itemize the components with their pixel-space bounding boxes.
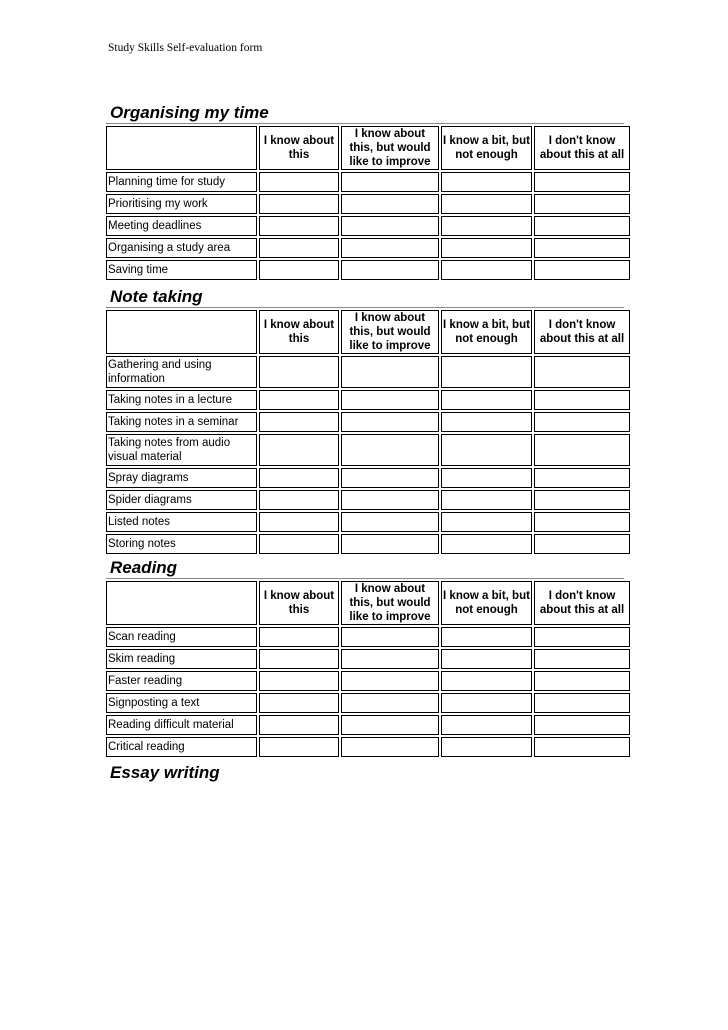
table-row xyxy=(106,468,630,488)
response-cell[interactable] xyxy=(534,490,630,510)
response-cell[interactable] xyxy=(534,627,630,647)
header-blank-cell xyxy=(106,126,257,170)
table-row xyxy=(106,194,630,214)
table-row xyxy=(106,260,630,280)
table-row xyxy=(106,490,630,510)
response-cell[interactable] xyxy=(441,627,532,647)
row-label: Prioritising my work xyxy=(106,194,257,214)
section-title: Organising my time xyxy=(106,102,624,124)
table-row xyxy=(106,671,630,691)
section-title: Essay writing xyxy=(110,763,220,782)
table-header-row xyxy=(106,126,630,170)
response-cell[interactable] xyxy=(341,512,439,532)
response-cell[interactable] xyxy=(534,412,630,432)
row-label: Taking notes in a lecture xyxy=(106,390,257,410)
response-cell[interactable] xyxy=(259,434,339,466)
response-cell[interactable] xyxy=(534,216,630,236)
table-row xyxy=(106,627,630,647)
response-cell[interactable] xyxy=(534,434,630,466)
response-cell[interactable] xyxy=(534,172,630,192)
row-label: Reading difficult material xyxy=(106,715,257,735)
column-header: I know about this, but would like to improve xyxy=(341,310,439,354)
row-label: Meeting deadlines xyxy=(106,216,257,236)
response-cell[interactable] xyxy=(341,172,439,192)
response-cell[interactable] xyxy=(341,434,439,466)
response-cell[interactable] xyxy=(441,468,532,488)
response-cell[interactable] xyxy=(259,238,339,258)
column-header: I know a bit, but not enough xyxy=(441,126,532,170)
response-cell[interactable] xyxy=(534,390,630,410)
table-row xyxy=(106,715,630,735)
header-blank-cell xyxy=(106,310,257,354)
column-header: I know about this, but would like to improve xyxy=(341,581,439,625)
response-cell[interactable] xyxy=(534,737,630,757)
response-cell[interactable] xyxy=(534,649,630,669)
column-header: I don't know about this at all xyxy=(534,126,630,170)
response-cell[interactable] xyxy=(441,737,532,757)
response-cell[interactable] xyxy=(534,260,630,280)
response-cell[interactable] xyxy=(441,238,532,258)
response-cell[interactable] xyxy=(534,356,630,388)
response-cell[interactable] xyxy=(341,356,439,388)
response-cell[interactable] xyxy=(341,216,439,236)
row-label: Signposting a text xyxy=(106,693,257,713)
table-row xyxy=(106,390,630,410)
response-cell[interactable] xyxy=(341,737,439,757)
row-label: Scan reading xyxy=(106,627,257,647)
evaluation-table xyxy=(104,308,632,556)
response-cell[interactable] xyxy=(341,390,439,410)
row-label: Critical reading xyxy=(106,737,257,757)
response-cell[interactable] xyxy=(441,490,532,510)
section-title: Note taking xyxy=(106,286,624,308)
table-row xyxy=(106,172,630,192)
table-row xyxy=(106,649,630,669)
response-cell[interactable] xyxy=(341,468,439,488)
response-cell[interactable] xyxy=(259,693,339,713)
response-cell[interactable] xyxy=(259,490,339,510)
response-cell[interactable] xyxy=(259,627,339,647)
column-header: I know about this xyxy=(259,126,339,170)
response-cell[interactable] xyxy=(534,693,630,713)
response-cell[interactable] xyxy=(341,194,439,214)
header-blank-cell xyxy=(106,581,257,625)
response-cell[interactable] xyxy=(259,649,339,669)
column-header: I don't know about this at all xyxy=(534,310,630,354)
row-label: Storing notes xyxy=(106,534,257,554)
response-cell[interactable] xyxy=(441,649,532,669)
column-header: I don't know about this at all xyxy=(534,581,630,625)
response-cell[interactable] xyxy=(441,194,532,214)
response-cell[interactable] xyxy=(341,671,439,691)
table-row xyxy=(106,693,630,713)
table-row xyxy=(106,216,630,236)
response-cell[interactable] xyxy=(341,649,439,669)
response-cell[interactable] xyxy=(259,194,339,214)
response-cell[interactable] xyxy=(441,534,532,554)
response-cell[interactable] xyxy=(534,671,630,691)
response-cell[interactable] xyxy=(441,434,532,466)
response-cell[interactable] xyxy=(259,172,339,192)
row-label: Planning time for study xyxy=(106,172,257,192)
response-cell[interactable] xyxy=(259,512,339,532)
row-label: Taking notes from audio visual material xyxy=(106,434,257,466)
response-cell[interactable] xyxy=(534,194,630,214)
column-header: I know a bit, but not enough xyxy=(441,310,532,354)
response-cell[interactable] xyxy=(441,390,532,410)
response-cell[interactable] xyxy=(259,737,339,757)
row-label: Taking notes in a seminar xyxy=(106,412,257,432)
response-cell[interactable] xyxy=(534,512,630,532)
response-cell[interactable] xyxy=(259,390,339,410)
page-header: Study Skills Self-evaluation form xyxy=(108,42,263,54)
response-cell[interactable] xyxy=(341,693,439,713)
response-cell[interactable] xyxy=(441,693,532,713)
section-organising-my-time xyxy=(106,102,624,282)
section-note-taking xyxy=(106,286,624,556)
row-label: Skim reading xyxy=(106,649,257,669)
column-header: I know about this xyxy=(259,310,339,354)
section-reading xyxy=(106,557,624,759)
response-cell[interactable] xyxy=(441,671,532,691)
table-header-row xyxy=(106,310,630,354)
row-label: Gathering and using information xyxy=(106,356,257,388)
table-header-row xyxy=(106,581,630,625)
response-cell[interactable] xyxy=(441,172,532,192)
response-cell[interactable] xyxy=(259,260,339,280)
table-row xyxy=(106,434,630,466)
response-cell[interactable] xyxy=(441,260,532,280)
row-label: Spray diagrams xyxy=(106,468,257,488)
response-cell[interactable] xyxy=(341,627,439,647)
table-row xyxy=(106,534,630,554)
response-cell[interactable] xyxy=(534,715,630,735)
response-cell[interactable] xyxy=(341,238,439,258)
response-cell[interactable] xyxy=(259,671,339,691)
row-label: Faster reading xyxy=(106,671,257,691)
response-cell[interactable] xyxy=(259,468,339,488)
response-cell[interactable] xyxy=(259,356,339,388)
evaluation-table xyxy=(104,124,632,282)
table-row xyxy=(106,356,630,388)
response-cell[interactable] xyxy=(259,412,339,432)
response-cell[interactable] xyxy=(259,715,339,735)
column-header: I know a bit, but not enough xyxy=(441,581,532,625)
evaluation-table xyxy=(104,579,632,759)
response-cell[interactable] xyxy=(259,216,339,236)
response-cell[interactable] xyxy=(534,238,630,258)
row-label: Listed notes xyxy=(106,512,257,532)
response-cell[interactable] xyxy=(441,412,532,432)
response-cell[interactable] xyxy=(534,468,630,488)
table-row xyxy=(106,512,630,532)
response-cell[interactable] xyxy=(341,534,439,554)
section-essay-writing xyxy=(106,762,624,784)
table-row xyxy=(106,412,630,432)
response-cell[interactable] xyxy=(341,715,439,735)
response-cell[interactable] xyxy=(441,512,532,532)
response-cell[interactable] xyxy=(534,534,630,554)
response-cell[interactable] xyxy=(341,490,439,510)
response-cell[interactable] xyxy=(259,534,339,554)
response-cell[interactable] xyxy=(441,356,532,388)
response-cell[interactable] xyxy=(341,260,439,280)
section-title: Reading xyxy=(106,557,624,579)
response-cell[interactable] xyxy=(441,216,532,236)
row-label: Spider diagrams xyxy=(106,490,257,510)
response-cell[interactable] xyxy=(341,412,439,432)
row-label: Organising a study area xyxy=(106,238,257,258)
table-row xyxy=(106,737,630,757)
column-header: I know about this xyxy=(259,581,339,625)
response-cell[interactable] xyxy=(441,715,532,735)
row-label: Saving time xyxy=(106,260,257,280)
column-header: I know about this, but would like to improve xyxy=(341,126,439,170)
table-row xyxy=(106,238,630,258)
